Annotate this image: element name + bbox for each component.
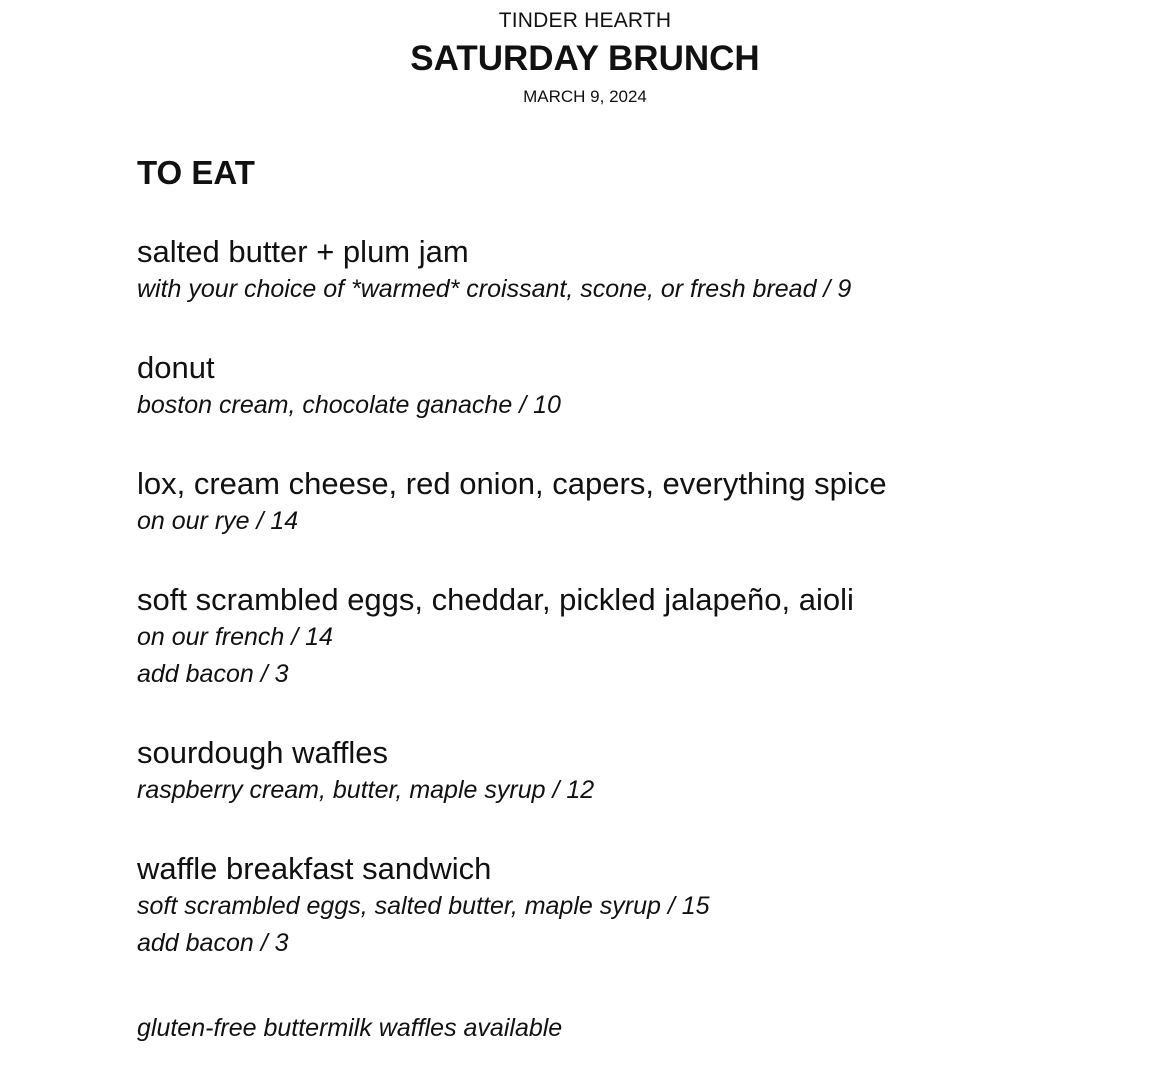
item-description: on our rye / 14 <box>137 507 299 535</box>
item-addon: add bacon / 3 <box>137 929 289 957</box>
section-heading: TO EAT <box>137 154 255 191</box>
item-name: waffle breakfast sandwich <box>137 851 492 886</box>
item-name: salted butter + plum jam <box>137 234 469 269</box>
item-description: soft scrambled eggs, salted butter, maple syrup / 15 <box>137 892 710 920</box>
item-description: on our french / 14 <box>137 623 333 651</box>
item-description: boston cream, chocolate ganache / 10 <box>137 391 561 419</box>
item-name: lox, cream cheese, red onion, capers, everything spice <box>137 466 887 501</box>
menu-item-lox <box>137 465 1137 540</box>
menu-items <box>137 233 1137 962</box>
menu-title: SATURDAY BRUNCH <box>410 39 760 78</box>
item-description: raspberry cream, butter, maple syrup / 12 <box>137 776 595 804</box>
gluten-free-note: gluten-free buttermilk waffles available <box>137 1014 563 1042</box>
menu-item-donut <box>137 349 1137 424</box>
item-name: donut <box>137 350 215 385</box>
menu-item-butter-jam <box>137 233 1137 308</box>
menu-date: MARCH 9, 2024 <box>523 87 647 106</box>
menu-item-sourdough-waffles <box>137 734 1137 809</box>
menu-item-scrambled-eggs <box>137 581 1137 693</box>
menu-item-waffle-sandwich <box>137 850 1137 962</box>
item-description: with your choice of *warmed* croissant, scone, or fresh bread / 9 <box>137 275 852 303</box>
item-name: soft scrambled eggs, cheddar, pickled jalapeño, aioli <box>137 582 854 617</box>
restaurant-name: TINDER HEARTH <box>498 9 672 32</box>
item-name: sourdough waffles <box>137 735 389 770</box>
item-addon: add bacon / 3 <box>137 660 289 688</box>
